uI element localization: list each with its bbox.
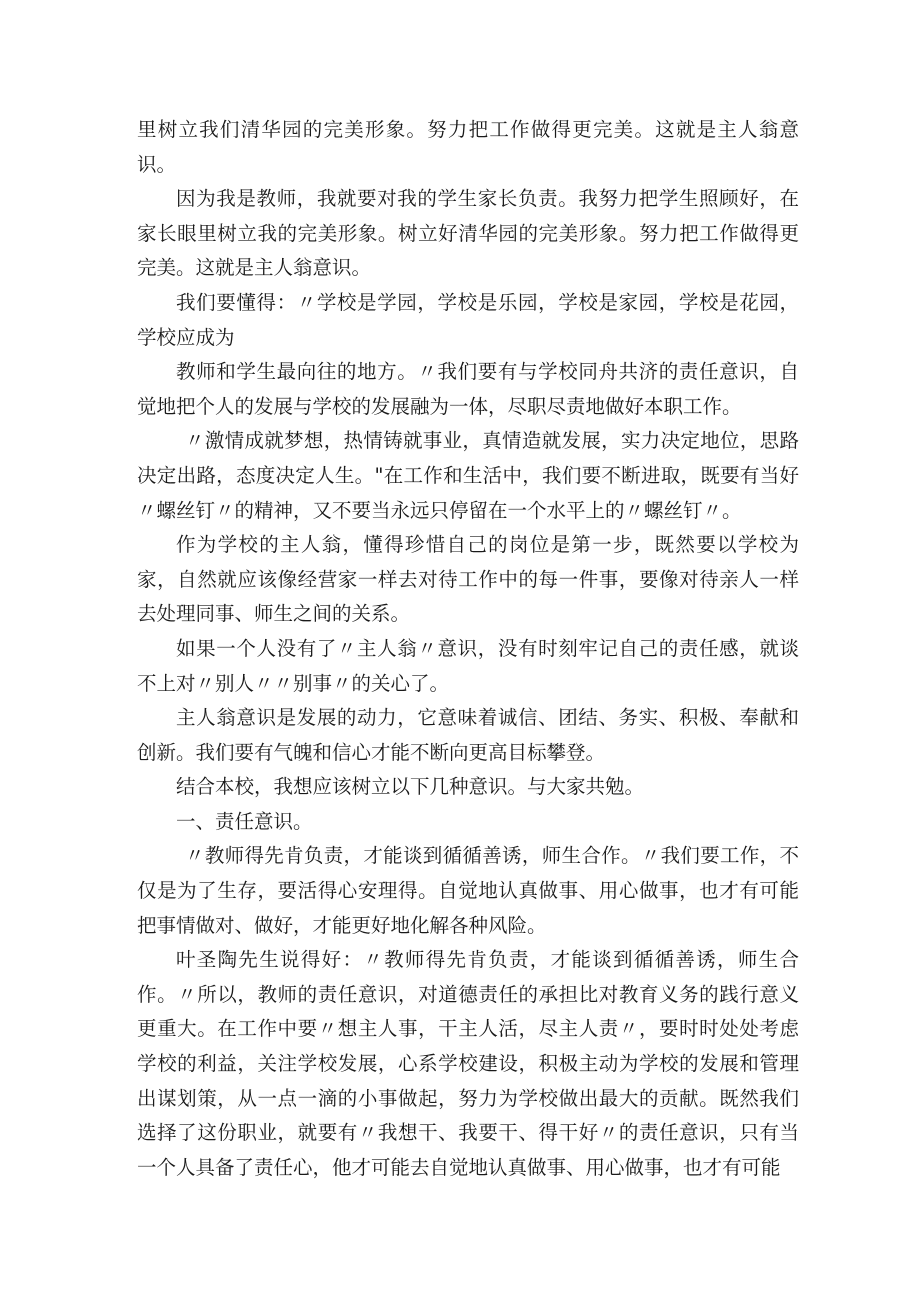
- paragraph: 因为我是教师，我就要对我的学生家长负责。我努力把学生照顾好，在家长眼里树立我的完美形象。树立好清华园的完美形象。努力把工作做得更完美。这就是主人翁意识。: [137, 187, 799, 280]
- document-body: [137, 113, 799, 1185]
- paragraph: 〃教师得先肯负责，才能谈到循循善诱，师生合作。〃我们要工作，不仅是为了生存，要活得心安理得。自觉地认真做事、用心做事，也才有可能把事情做对、做好，才能更好地化解各种风险。: [137, 844, 799, 937]
- paragraph: 里树立我们清华园的完美形象。努力把工作做得更完美。这就是主人翁意识。: [137, 118, 799, 176]
- paragraph: 〃激情成就梦想，热情铸就事业，真情造就发展，实力决定地位，思路决定出路，态度决定人生。"在工作和生活中，我们要不断进取，既要有当好〃螺丝钉〃的精神，又不要当永远只停留在一个水平上的〃螺丝钉〃。: [137, 429, 799, 522]
- paragraph: 作为学校的主人翁，懂得珍惜自己的岗位是第一步，既然要以学校为家，自然就应该像经营家一样去对待工作中的每一件事，要像对待亲人一样去处理同事、师生之间的关系。: [137, 533, 799, 626]
- paragraph: 叶圣陶先生说得好：〃教师得先肯负责，才能谈到循循善诱，师生合作。〃所以，教师的责任意识，对道德责任的承担比对教育义务的践行意义更重大。在工作中要〃想主人事，干主人活，尽主人责〃，要时时处处考虑学校的利益，关注学校发展，心系学校建设，积极主动为学校的发展和管理出谋划策，从一点一滴的小事做起，努力为学校做出最大的贡献。既然我们选择了这份职业，就要有〃我想干、我要干、得干好〃的责任意识，只有当一个人具备了责任心，他才可能去自觉地认真做事、用心做事，也才有可能: [137, 948, 799, 1179]
- paragraph: 我们要懂得：〃学校是学园，学校是乐园，学校是家园，学校是花园，学校应成为: [137, 290, 799, 349]
- paragraph: 如果一个人没有了〃主人翁〃意识，没有时刻牢记自己的责任感，就谈不上对〃别人〃〃别事〃的关心了。: [137, 636, 799, 695]
- paragraph: 教师和学生最向往的地方。〃我们要有与学校同舟共济的责任意识，自觉地把个人的发展与学校的发展融为一体，尽职尽责地做好本职工作。: [137, 360, 799, 418]
- paragraph: 结合本校，我想应该树立以下几种意识。与大家共勉。: [176, 775, 645, 799]
- paragraph: 主人翁意识是发展的动力，它意味着诚信、团结、务实、积极、奉献和创新。我们要有气魄和信心才能不断向更高目标攀登。: [137, 706, 799, 764]
- paragraph: 一、责任意识。: [176, 809, 313, 833]
